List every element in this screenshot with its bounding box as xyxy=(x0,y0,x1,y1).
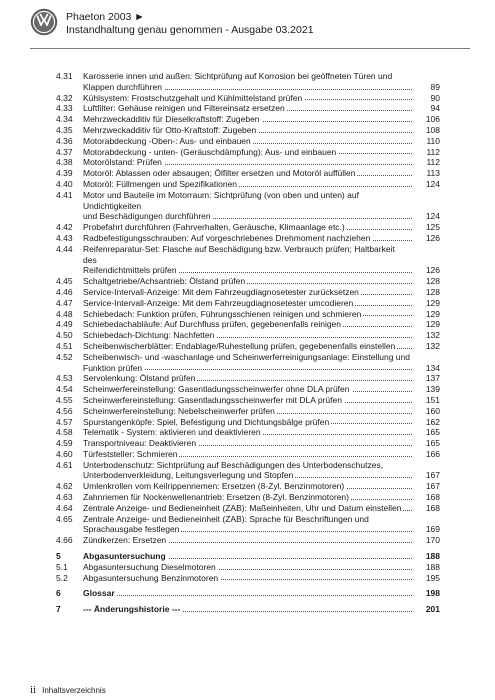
toc-entry-title: Service-Intervall-Anzeige: Mit dem Fahrzeugdiagnosetester umcodieren xyxy=(83,297,354,308)
toc-entry[interactable] xyxy=(56,114,440,125)
toc-entry-number: 4.49 xyxy=(56,319,73,330)
page-number: ii xyxy=(30,684,37,696)
toc-entry-number: 4.38 xyxy=(56,157,73,168)
toc-entry-page: 170 xyxy=(414,535,440,546)
toc-entry-number: 4.54 xyxy=(56,384,73,395)
toc-entry[interactable] xyxy=(56,244,440,276)
toc-entry[interactable] xyxy=(56,233,440,244)
toc-entry-title: Motor und Bauteile im Motorraum: Sichtprüfung (von oben und unten) auf Undichtigkeiten xyxy=(83,190,412,212)
toc-entry[interactable] xyxy=(56,573,440,584)
toc-entry-page: 198 xyxy=(414,588,440,599)
toc-entry-number: 7 xyxy=(56,604,61,615)
toc-entry-title: Zahnriemen für Nockenwellenantrieb: Ersetzen (8-Zyl. Benzinmotoren) xyxy=(83,492,349,503)
toc-entry-title: Schiebedachabläufe: Auf Durchfluss prüfen, gegebenenfalls reinigen xyxy=(83,319,342,330)
toc-entry-title: Reifendichtmittels prüfen xyxy=(83,265,177,276)
toc-entry-title: Abgasuntersuchung Dieselmotoren xyxy=(83,561,216,572)
toc-entry-number: 5.2 xyxy=(56,572,68,583)
toc-entry-page: 169 xyxy=(414,524,440,535)
toc-entry-number: 4.64 xyxy=(56,502,73,513)
toc-entry[interactable] xyxy=(56,373,440,384)
toc-entry-title: Zentrale Anzeige- und Bedieneinheit (ZAB): Maßeinheiten, Uhr und Datum einstellen xyxy=(83,502,402,513)
toc-entry-title: Motoröl: Ablassen oder absaugen; Ölfilter ersetzen und Motoröl auffüllen xyxy=(83,168,356,179)
toc-entry-title: Probefahrt durchführen (Fahrverhalten, Geräusche, Klimaanlage etc.) xyxy=(83,222,345,233)
toc-entry-title: Funktion prüfen xyxy=(83,362,143,373)
toc-entry-number: 4.61 xyxy=(56,459,73,470)
page-header xyxy=(30,8,470,48)
toc-entry-number: 4.32 xyxy=(56,92,73,103)
toc-entry-page: 162 xyxy=(414,417,440,428)
toc-entry[interactable] xyxy=(56,438,440,449)
toc-entry[interactable] xyxy=(56,103,440,114)
toc-entry-page: 126 xyxy=(414,265,440,276)
toc-entry-page: 112 xyxy=(414,157,440,168)
toc-entry-page: 160 xyxy=(414,406,440,417)
toc-entry[interactable] xyxy=(56,93,440,104)
toc-entry-title: Motorabdeckung - unten- (Geräuschdämpfung): Aus- und einbauen xyxy=(83,146,337,157)
toc-entry[interactable] xyxy=(56,492,440,503)
toc-entry-number: 4.40 xyxy=(56,178,73,189)
toc-entry-title: Umlenkrollen vom Keilrippenriemen: Ersetzen (8-Zyl. Benzinmotoren) xyxy=(83,481,345,492)
toc-entry-title: Unterbodenverkleidung, Leitungsverlegung und Stopfen xyxy=(83,470,294,481)
toc-entry-page: 188 xyxy=(414,562,440,573)
toc-entry-title: Glossar xyxy=(83,588,115,599)
toc-entry-page: 90 xyxy=(414,93,440,104)
toc-entry-number: 4.39 xyxy=(56,168,73,179)
toc-entry-number: 4.36 xyxy=(56,135,73,146)
toc-entry-title: Scheinwerfereinstellung: Gasentladungsscheinwerfer mit DLA prüfen xyxy=(83,394,342,405)
toc-entry[interactable] xyxy=(56,449,440,460)
toc-entry[interactable] xyxy=(56,298,440,309)
toc-entry-page: 132 xyxy=(414,341,440,352)
toc-entry-page: 201 xyxy=(414,604,440,615)
toc-entry-page: 106 xyxy=(414,114,440,125)
toc-entry[interactable] xyxy=(56,460,440,482)
toc-entry-title: Servolenkung: Ölstand prüfen xyxy=(83,373,196,384)
toc-entry-number: 4.46 xyxy=(56,286,73,297)
toc-entry-title: Klappen durchführen xyxy=(83,81,162,92)
toc-entry[interactable] xyxy=(56,71,440,93)
toc-entry[interactable] xyxy=(56,417,440,428)
toc-entry-title: Service-Intervall-Anzeige: Mit dem Fahrzeugdiagnosetester zurücksetzen xyxy=(83,286,359,297)
toc-entry-page: 129 xyxy=(414,309,440,320)
toc-entry-page: 129 xyxy=(414,298,440,309)
toc-entry-number: 4.34 xyxy=(56,114,73,125)
toc-entry-title: Schiebedach: Funktion prüfen, Führungsschienen reinigen und schmieren xyxy=(83,308,362,319)
toc-entry[interactable] xyxy=(56,309,440,320)
toc-entry-number: 4.50 xyxy=(56,330,73,341)
toc-entry-page: 168 xyxy=(414,503,440,514)
toc-entry-page: 134 xyxy=(414,363,440,374)
toc-entry[interactable] xyxy=(56,222,440,233)
toc-entry-number: 4.37 xyxy=(56,146,73,157)
toc-entry[interactable] xyxy=(56,341,440,352)
toc-entry-title: Kühlsystem: Frostschutzgehalt und Kühlmittelstand prüfen xyxy=(83,92,303,103)
toc-entry-number: 4.33 xyxy=(56,103,73,114)
toc-entry-number: 4.63 xyxy=(56,492,73,503)
toc-entry-title: Karosserie innen und außen: Sichtprüfung auf Korrosion bei geöffneten Türen und xyxy=(83,71,412,82)
toc-entry-page: 168 xyxy=(414,492,440,503)
toc-entry-page: 89 xyxy=(414,82,440,93)
toc-entry-title: Abgasuntersuchung xyxy=(83,551,166,562)
toc-entry-number: 4.45 xyxy=(56,276,73,287)
toc-entry-title: Abgasuntersuchung Benzinmotoren xyxy=(83,572,219,583)
toc-entry-title: Zündkerzen: Ersetzen xyxy=(83,535,167,546)
toc-entry-title: Schaltgetriebe/Achsantrieb: Ölstand prüfen xyxy=(83,276,246,287)
toc-entry[interactable] xyxy=(56,503,440,514)
toc-entry-title: Motoröl: Füllmengen und Spezifikationen xyxy=(83,178,238,189)
toc-entry-title: Mehrzweckadditiv für Dieselkraftstoff: Zugeben xyxy=(83,114,260,125)
toc-entry-page: 128 xyxy=(414,287,440,298)
toc-entry-page: 139 xyxy=(414,384,440,395)
toc-entry-title: Motorölstand: Prüfen xyxy=(83,157,162,168)
toc-entry-title: Mehrzweckadditiv für Otto-Kraftstoff: Zugeben xyxy=(83,124,257,135)
toc-entry-page: 165 xyxy=(414,427,440,438)
toc-entry[interactable] xyxy=(56,330,440,341)
table-of-contents xyxy=(56,71,440,615)
toc-entry-title: --- Änderungshistorie --- xyxy=(83,604,181,615)
toc-entry-number: 4.35 xyxy=(56,124,73,135)
toc-entry-page: 112 xyxy=(414,147,440,158)
toc-entry-page: 124 xyxy=(414,179,440,190)
toc-entry-page: 128 xyxy=(414,276,440,287)
footer-label: Inhaltsverzeichnis xyxy=(42,686,106,695)
toc-entry[interactable] xyxy=(56,551,440,562)
toc-entry[interactable] xyxy=(56,406,440,417)
toc-entry-number: 4.47 xyxy=(56,297,73,308)
toc-entry[interactable] xyxy=(56,136,440,147)
toc-entry[interactable] xyxy=(56,562,440,573)
toc-entry-number: 4.42 xyxy=(56,222,73,233)
toc-entry-title: Scheibenwisch- und -waschanlage und Scheinwerferreinigungsanlage: Einstellung und xyxy=(83,351,410,362)
vw-logo-icon xyxy=(30,8,58,36)
toc-entry-number: 4.41 xyxy=(56,189,73,200)
toc-entry-title: Türfeststeller: Schmieren xyxy=(83,448,178,459)
toc-entry-title: Zentrale Anzeige- und Bedieneinheit (ZAB): Sprache für Beschriftungen und xyxy=(83,514,412,525)
toc-entry-title: Unterbodenschutz: Sichtprüfung auf Beschädigungen des Unterbodenschutzes, xyxy=(83,460,412,471)
toc-entry-page: 94 xyxy=(414,103,440,114)
toc-entry[interactable] xyxy=(56,319,440,330)
toc-entry-title: Scheibenwischerblätter: Endablage/Ruhestellung prüfen, gegebenenfalls einstellen xyxy=(83,340,396,351)
toc-entry-page: 132 xyxy=(414,330,440,341)
toc-entry-title: Schiebedach-Dichtung: Nachfetten xyxy=(83,330,215,341)
toc-entry-number: 4.44 xyxy=(56,243,73,254)
document-subtitle: Instandhaltung genau genommen - Ausgabe 03.2021 xyxy=(66,24,314,36)
toc-entry-title: Transportniveau: Deaktivieren xyxy=(83,438,197,449)
toc-entry-number: 4.58 xyxy=(56,427,73,438)
toc-entry-title: Scheinwerfereinstellung: Gasentladungsscheinwerfer ohne DLA prüfen xyxy=(83,384,350,395)
toc-entry[interactable] xyxy=(56,125,440,136)
toc-entry-title: Luftfilter: Gehäuse reinigen und Filtereinsatz ersetzen xyxy=(83,103,285,114)
toc-entry[interactable] xyxy=(56,604,440,615)
toc-entry-page: 195 xyxy=(414,573,440,584)
toc-entry-page: 113 xyxy=(414,168,440,179)
toc-entry[interactable] xyxy=(56,481,440,492)
toc-entry[interactable] xyxy=(56,514,440,536)
toc-entry[interactable] xyxy=(56,588,440,599)
toc-entry-number: 4.53 xyxy=(56,373,73,384)
toc-entry-number: 4.51 xyxy=(56,340,73,351)
toc-entry-title: und Beschädigungen durchführen xyxy=(83,211,211,222)
toc-entry-number: 4.52 xyxy=(56,351,73,362)
toc-entry-title: Telematik - System: aktivieren und deaktivieren xyxy=(83,427,261,438)
toc-entry-page: 110 xyxy=(414,136,440,147)
toc-entry-title: Spurstangenköpfe: Spiel, Befestigung und Dichtungsbälge prüfen xyxy=(83,416,330,427)
toc-entry-number: 4.48 xyxy=(56,308,73,319)
toc-entry-title: Scheinwerfereinstellung: Nebelscheinwerfer prüfen xyxy=(83,405,275,416)
toc-entry-number: 4.65 xyxy=(56,513,73,524)
toc-entry-page: 167 xyxy=(414,470,440,481)
toc-entry-number: 4.31 xyxy=(56,71,73,81)
toc-entry[interactable] xyxy=(56,276,440,287)
toc-entry[interactable] xyxy=(56,190,440,222)
toc-entry-number: 4.43 xyxy=(56,232,73,243)
toc-entry-number: 5.1 xyxy=(56,561,68,572)
toc-entry-number: 4.62 xyxy=(56,481,73,492)
toc-entry-page: 137 xyxy=(414,373,440,384)
toc-entry-page: 125 xyxy=(414,222,440,233)
toc-entry-page: 151 xyxy=(414,395,440,406)
toc-entry-number: 4.60 xyxy=(56,448,73,459)
toc-entry-title: Sprachausgabe festlegen xyxy=(83,524,180,535)
toc-entry[interactable] xyxy=(56,395,440,406)
toc-entry-title: Reifenreparatur-Set: Flasche auf Beschädigung bzw. Verbrauch prüfen; Haltbarkeit des xyxy=(83,244,412,266)
toc-entry[interactable] xyxy=(56,535,440,546)
toc-entry-page: 126 xyxy=(414,233,440,244)
document-title: Phaeton 2003 ► xyxy=(66,11,145,23)
toc-entry-page: 188 xyxy=(414,551,440,562)
toc-entry[interactable] xyxy=(56,384,440,395)
toc-entry[interactable] xyxy=(56,179,440,190)
toc-entry-page: 166 xyxy=(414,449,440,460)
toc-entry[interactable] xyxy=(56,157,440,168)
toc-entry-number: 4.55 xyxy=(56,394,73,405)
toc-entry-page: 124 xyxy=(414,211,440,222)
toc-entry-page: 108 xyxy=(414,125,440,136)
toc-entry[interactable] xyxy=(56,147,440,158)
header-divider xyxy=(30,48,470,49)
toc-entry[interactable] xyxy=(56,287,440,298)
toc-entry-number: 4.57 xyxy=(56,416,73,427)
toc-entry-number: 4.66 xyxy=(56,535,73,546)
toc-entry[interactable] xyxy=(56,168,440,179)
toc-entry[interactable] xyxy=(56,352,440,374)
toc-entry-title: Radbefestigungsschrauben: Auf vorgeschriebenes Drehmoment nachziehen xyxy=(83,232,371,243)
toc-entry-number: 4.59 xyxy=(56,438,73,449)
toc-entry-number: 5 xyxy=(56,551,61,562)
toc-entry-page: 129 xyxy=(414,319,440,330)
toc-entry-page: 167 xyxy=(414,481,440,492)
toc-entry-page: 165 xyxy=(414,438,440,449)
toc-entry-title: Motorabdeckung -Oben-: Aus- und einbauen xyxy=(83,135,251,146)
toc-entry-number: 4.56 xyxy=(56,405,73,416)
toc-entry[interactable] xyxy=(56,427,440,438)
page-footer xyxy=(30,684,106,696)
toc-entry-number: 6 xyxy=(56,588,61,599)
